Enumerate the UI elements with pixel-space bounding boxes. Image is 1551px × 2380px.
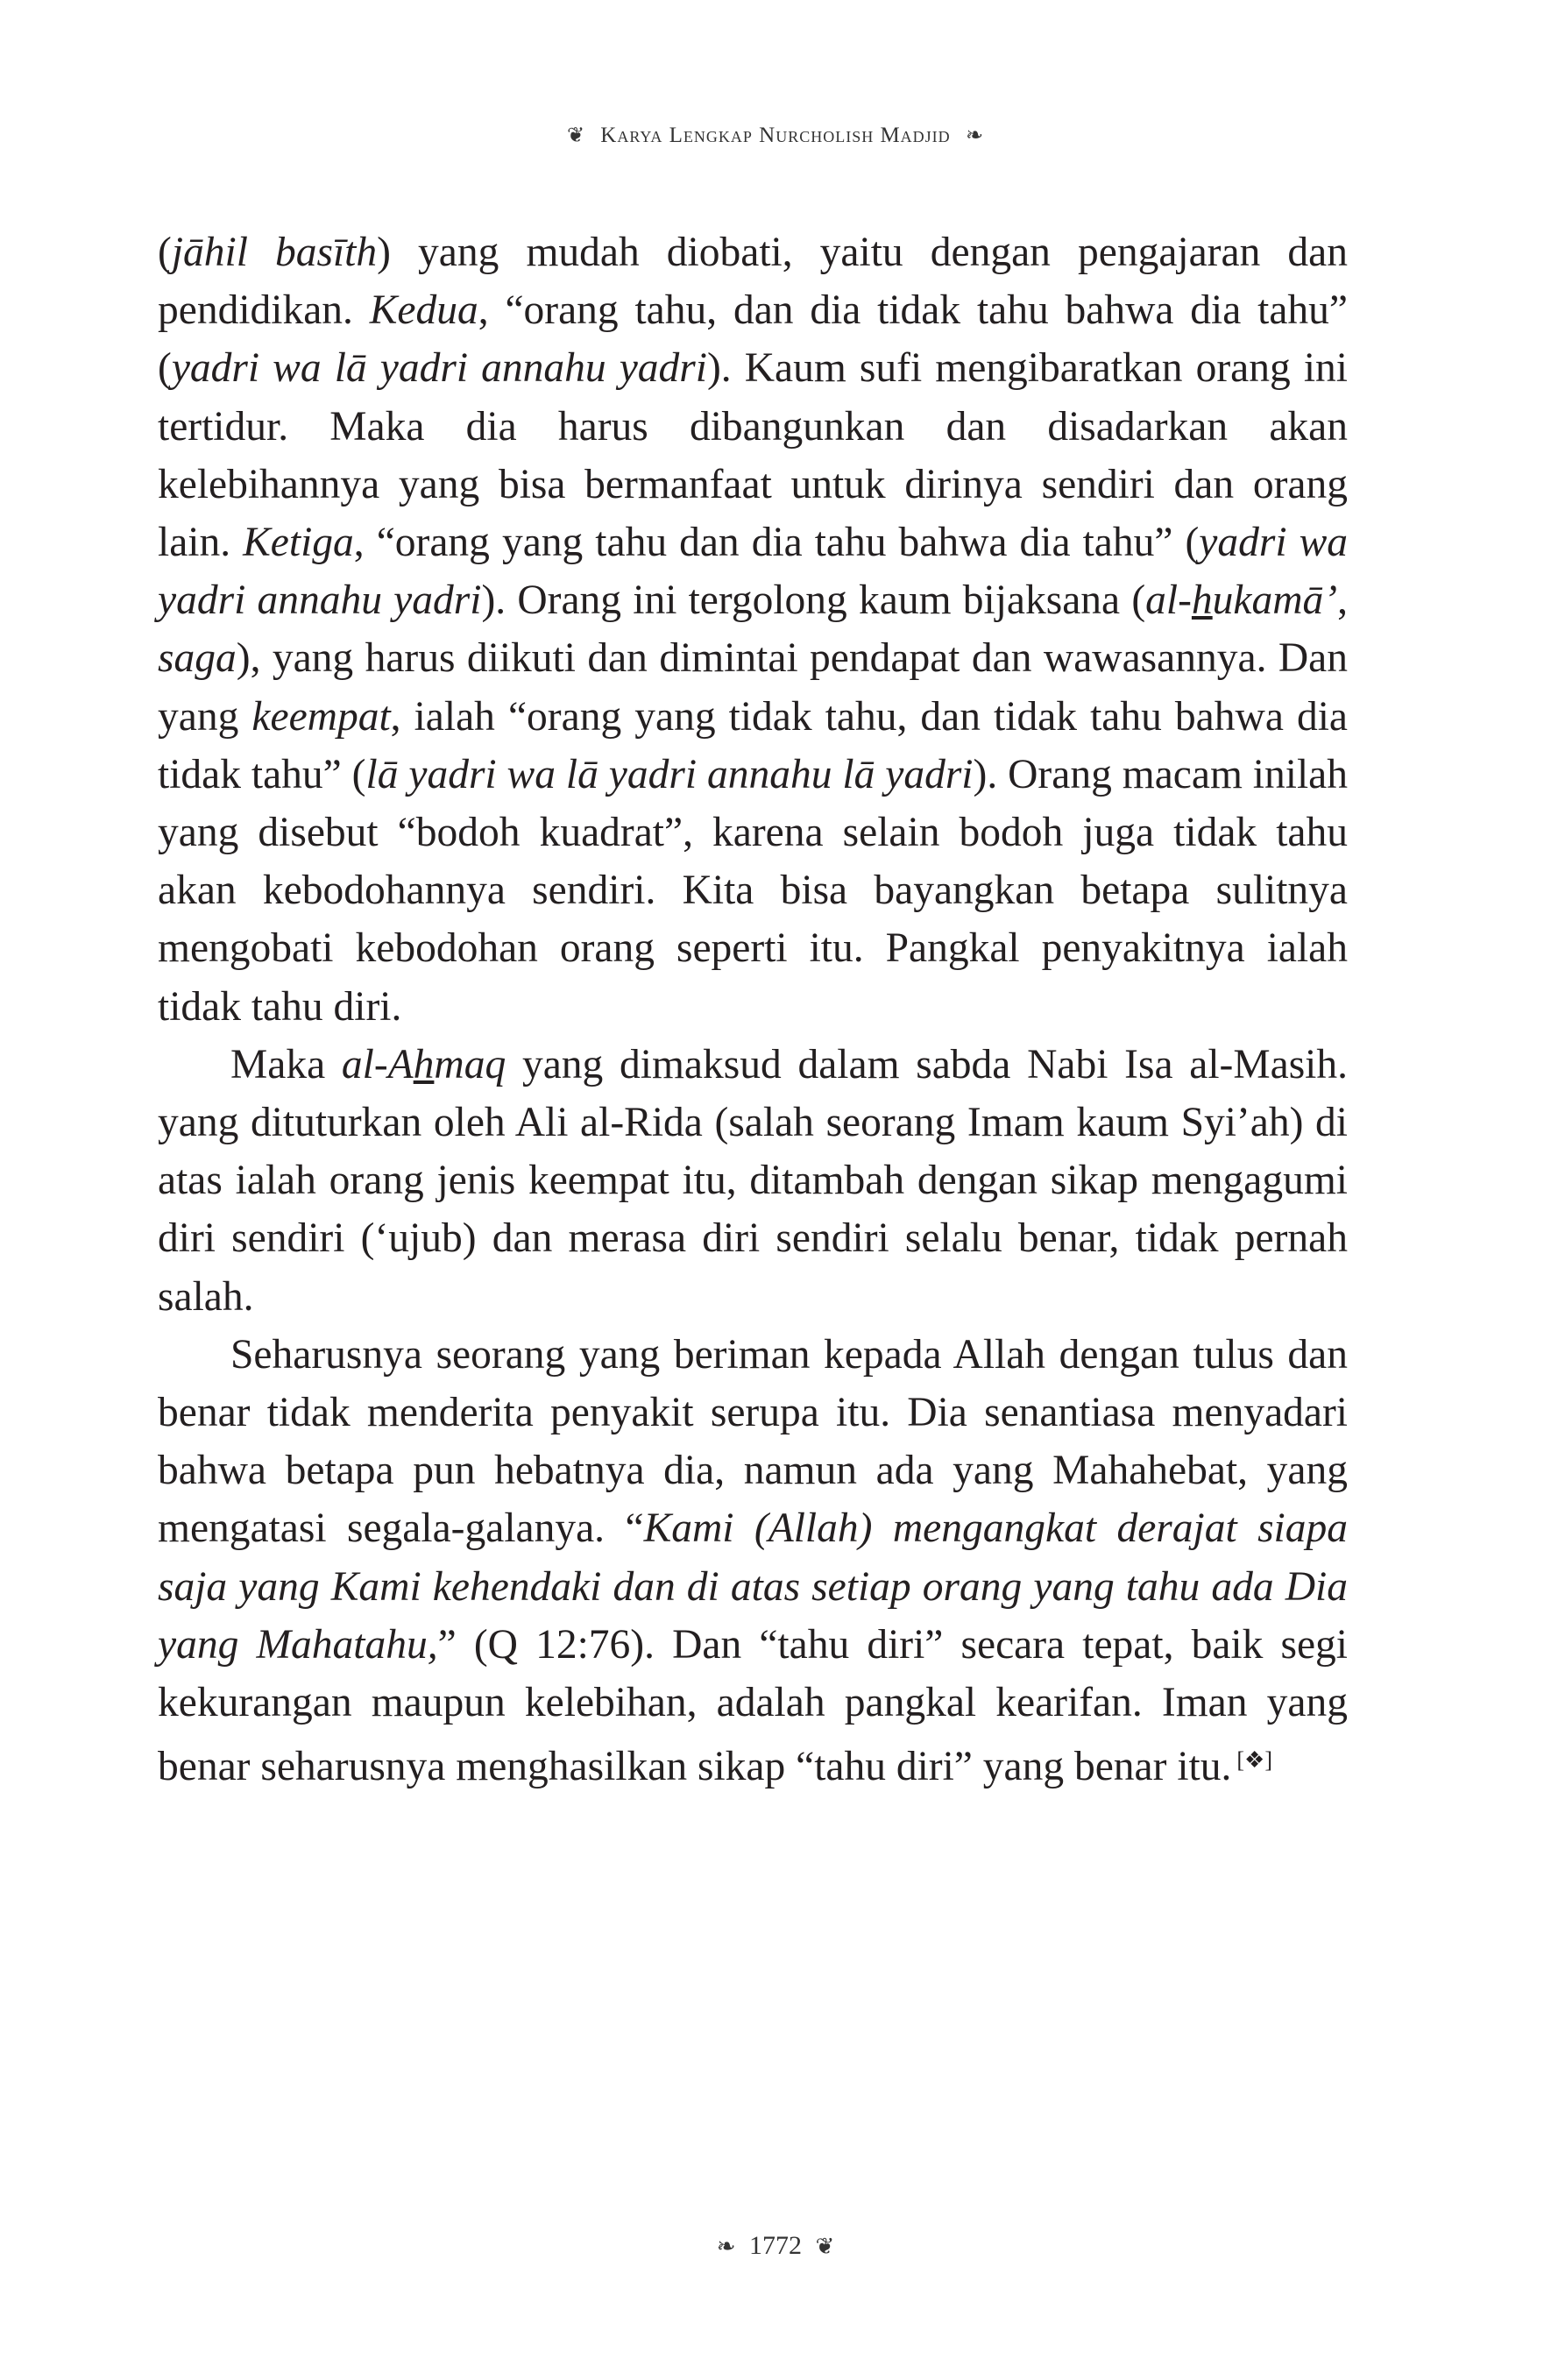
paragraph: [158, 223, 1348, 1036]
italic-text: Ketiga: [243, 520, 354, 566]
text-run: ). Orang macam inilah yang disebut “bodoh kuadrat”, karena selain bodoh juga tidak tahu akan kebodohannya sendiri. Kita bisa bayangkan betapa sulitnya mengobati kebodohan orang seperti itu. Pangkal penyakitnya ialah tidak tahu diri.: [158, 751, 1348, 1030]
text-run: yang dimaksud dalam sabda Nabi Isa al-Masih. yang dituturkan oleh Ali al-Rida (salah seorang Imam kaum Syi’ah) di atas ialah orang jenis keempat itu, ditambah dengan sikap mengagumi diri sendiri (‘ujub) dan merasa diri sendiri selalu benar, tidak pernah salah.: [158, 1041, 1349, 1320]
text-run: ” (Q 12:76). Dan “tahu diri” secara tepat, baik segi kekurangan maupun kelebihan, adalah pangkal kearifan. Iman yang benar seharusnya menghasilkan sikap “tahu diri” yang benar itu.: [158, 1621, 1348, 1790]
italic-text: yadri wa yadri annahu yadri: [158, 520, 1348, 624]
text-run: Seharusnya seorang yang beriman kepada Allah dengan tulus dan benar tidak menderita penyakit serupa itu. Dia senantiasa menyadari bahwa betapa pun hebatnya dia, namun ada yang Mahahebat, yang mengatasi segala-galanya. “: [158, 1331, 1348, 1552]
text-run: , “orang tahu, dan dia tidak tahu bahwa dia tahu” (: [158, 287, 1349, 392]
right-ornament-icon: ❧: [965, 124, 985, 147]
text-run: Maka: [230, 1041, 342, 1087]
text-run: ), yang harus diikuti dan dimintai pendapat dan wawasannya. Dan yang: [158, 635, 1348, 740]
italic-text: Kedua: [369, 287, 478, 334]
italic-text: jāhil basīth: [171, 230, 378, 275]
italic-text: yadri wa lā yadri annahu yadri: [171, 345, 707, 392]
page-number: 1772: [749, 2231, 802, 2260]
page-footer: [0, 2231, 1551, 2261]
italic-text: Kami (Allah) mengangkat derajat siapa saja yang Kami kehendaki dan di atas setiap orang yang tahu ada Dia yang Mahatahu,: [158, 1505, 1348, 1668]
text-run: ) yang mudah diobati, yaitu dengan pengajaran dan pendidikan.: [158, 230, 1348, 334]
italic-text: h: [1191, 577, 1213, 624]
text-run: , ialah “orang yang tidak tahu, dan tidak tahu bahwa dia tidak tahu” (: [158, 693, 1348, 797]
italic-text: saga: [158, 635, 237, 682]
italic-text: ukamā’: [1212, 577, 1338, 624]
running-head: [0, 123, 1551, 148]
running-head-title: Karya Lengkap Nurcholish Madjid: [600, 124, 951, 147]
text-run: (: [158, 230, 172, 275]
paragraph: [158, 1326, 1348, 1796]
text-run: ,: [1337, 577, 1349, 624]
text-run: , “orang yang tahu dan dia tahu bahwa dia tahu” (: [353, 520, 1200, 566]
text-run: ). Kaum sufi mengibaratkan orang ini tertidur. Maka dia harus dibangunkan dan disadarkan akan kelebihannya yang bisa bermanfaat untuk dirinya sendiri dan orang lain.: [158, 345, 1348, 566]
italic-text: lā yadri wa lā yadri annahu lā yadri: [365, 751, 974, 797]
text-run: ). Orang ini tergolong kaum bijaksana (: [481, 577, 1146, 624]
footer-left-ornament-icon: ❧: [716, 2234, 736, 2259]
body-text: [158, 223, 1348, 1796]
end-mark: [❖]: [1236, 1747, 1272, 1774]
italic-text: h: [413, 1041, 435, 1087]
italic-text: keempat: [251, 693, 391, 740]
paragraph: [158, 1036, 1348, 1326]
italic-text: maq: [434, 1041, 506, 1087]
italic-text: al-A: [341, 1041, 414, 1087]
left-ornament-icon: ❦: [566, 124, 586, 147]
footer-right-ornament-icon: ❦: [815, 2234, 835, 2259]
italic-text: al-: [1145, 577, 1192, 624]
